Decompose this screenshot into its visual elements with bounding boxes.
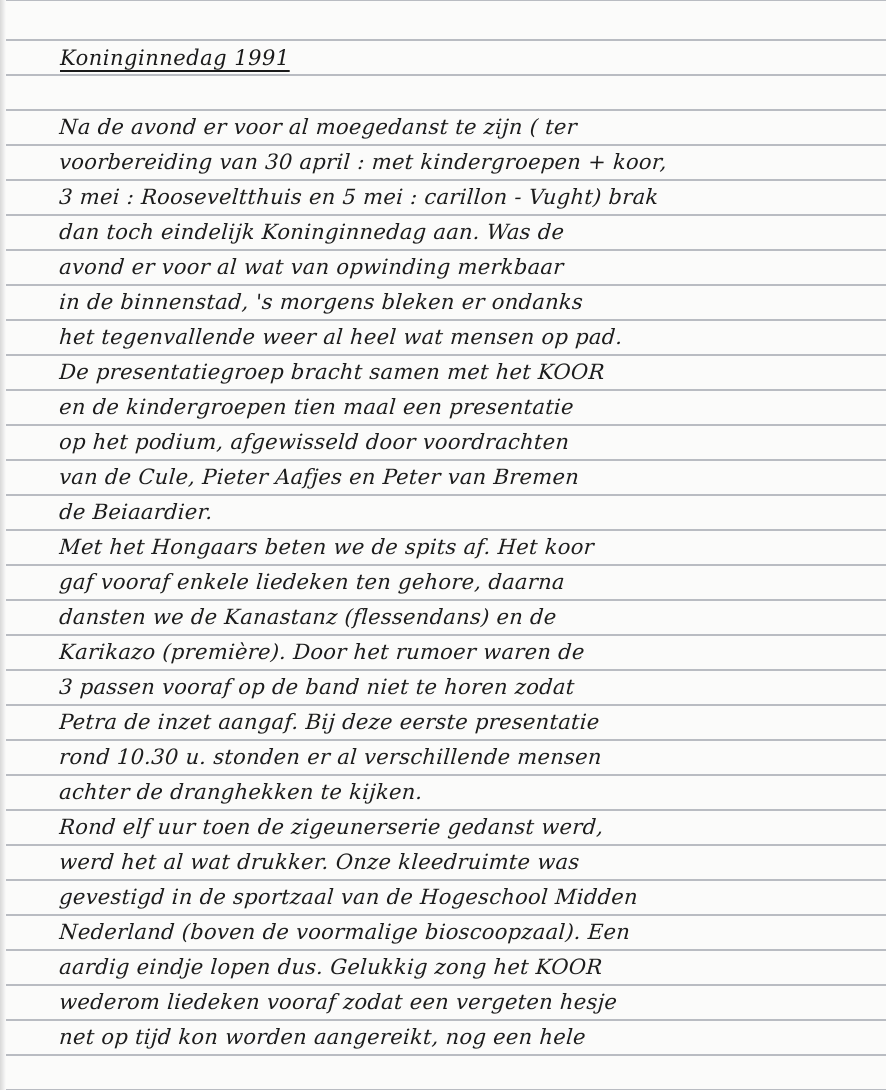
text-line: De presentatiegroep bracht samen met het KOOR xyxy=(58,360,606,384)
text-line: Karikazo (première). Door het rumoer waren de xyxy=(58,640,586,664)
text-line: dansten we de Kanastanz (flessendans) en de xyxy=(58,605,558,629)
page-edge-shadow xyxy=(0,0,6,1090)
text-line: de Beiaardier. xyxy=(58,500,214,524)
text-line: op het podium, afgewisseld door voordrachten xyxy=(58,430,571,454)
text-line: gaf vooraf enkele liedeken ten gehore, daarna xyxy=(58,570,566,594)
text-line: Petra de inzet aangaf. Bij deze eerste presentatie xyxy=(58,710,601,734)
text-line: dan toch eindelijk Koninginnedag aan. Was de xyxy=(58,220,566,244)
text-line: rond 10.30 u. stonden er al verschillende mensen xyxy=(58,745,603,769)
text-line: gevestigd in de sportzaal van de Hogeschool Midden xyxy=(58,885,639,909)
text-line: Na de avond er voor al moegedanst te zijn ( ter xyxy=(58,115,578,139)
text-line: van de Cule, Pieter Aafjes en Peter van Bremen xyxy=(58,465,581,489)
text-line: net op tijd kon worden aangereikt, nog een hele xyxy=(58,1025,587,1049)
text-line: Rond elf uur toen de zigeunerserie gedanst werd, xyxy=(58,815,605,839)
text-line: achter de dranghekken te kijken. xyxy=(58,780,424,804)
text-line: wederom liedeken vooraf zodat een vergeten hesje xyxy=(58,990,619,1014)
handwritten-text-block xyxy=(58,110,868,1055)
text-line: in de binnenstad, 's morgens bleken er ondanks xyxy=(58,290,584,314)
text-line: aardig eindje lopen dus. Gelukkig zong het KOOR xyxy=(58,955,604,979)
text-line: 3 passen vooraf op de band niet te horen zodat xyxy=(58,675,576,699)
text-line: werd het al wat drukker. Onze kleedruimte was xyxy=(58,850,581,874)
text-line: avond er voor al wat van opwinding merkbaar xyxy=(58,255,565,279)
text-line: voorbereiding van 30 april : met kindergroepen + koor, xyxy=(58,150,668,174)
text-line: 3 mei : Rooseveltthuis en 5 mei : carillon - Vught) brak xyxy=(58,185,660,209)
text-line: het tegenvallende weer al heel wat mensen op pad. xyxy=(58,325,624,349)
page-title: Koninginnedag 1991 xyxy=(60,46,290,70)
text-line: Met het Hongaars beten we de spits af. Het koor xyxy=(58,535,595,559)
text-line: en de kindergroepen tien maal een presentatie xyxy=(58,395,575,419)
text-line: Nederland (boven de voormalige bioscoopzaal). Een xyxy=(58,920,632,944)
